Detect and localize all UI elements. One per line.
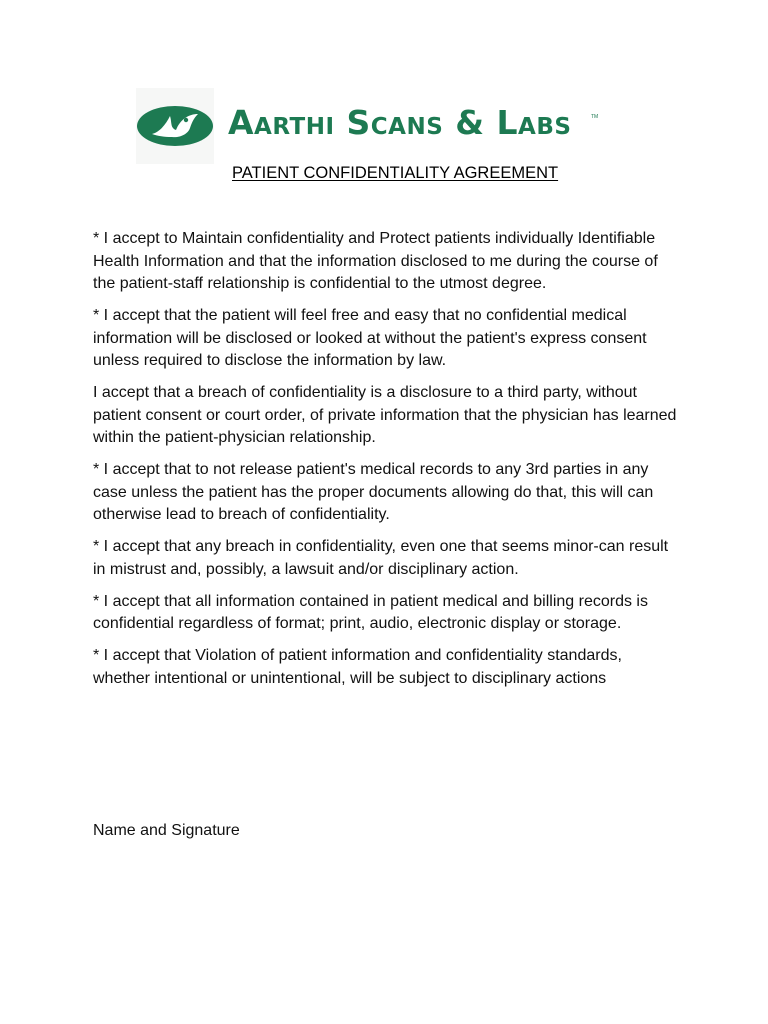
agreement-clause: * I accept that all information contained in patient medical and billing records is confidential regardless of format; print, audio, electronic display or storage.	[93, 592, 648, 632]
trademark-mark: TM	[591, 114, 599, 120]
signature-label: Name and Signature	[93, 822, 240, 839]
agreement-clause: * I accept that Violation of patient information and confidentiality standards, whether intentional or unintentional, will be subject to disciplinary actions	[93, 647, 622, 687]
brand-logo	[136, 88, 606, 164]
aarthi-logo-mark-icon	[136, 88, 214, 164]
agreement-clause: * I accept that to not release patient's medical records to any 3rd parties in any case unless the patient has the proper documents allowing do that, this will can otherwise lead to breach of confidentiality.	[93, 461, 654, 523]
agreement-clause: * I accept to Maintain confidentiality and Protect patients individually Identifiable Health Information and that the information disclosed to me during the course of the patient-staff relationship is confidential to the utmost degree.	[93, 230, 658, 292]
agreement-body	[93, 228, 683, 700]
brand-name: Aarthi Scans & Labs	[228, 103, 572, 142]
agreement-clause: * I accept that any breach in confidentiality, even one that seems minor-can result in mistrust and, possibly, a lawsuit and/or disciplinary action.	[93, 538, 669, 578]
page-title: PATIENT CONFIDENTIALITY AGREEMENT	[232, 164, 559, 182]
agreement-clause: I accept that a breach of confidentiality is a disclosure to a third party, without patient consent or court order, of private information that the physician has learned within the patient-physician relationship.	[93, 384, 677, 446]
agreement-clause: * I accept that the patient will feel free and easy that no confidential medical information will be disclosed or looked at without the patient's express consent unless required to disclose the information by law.	[93, 307, 647, 369]
